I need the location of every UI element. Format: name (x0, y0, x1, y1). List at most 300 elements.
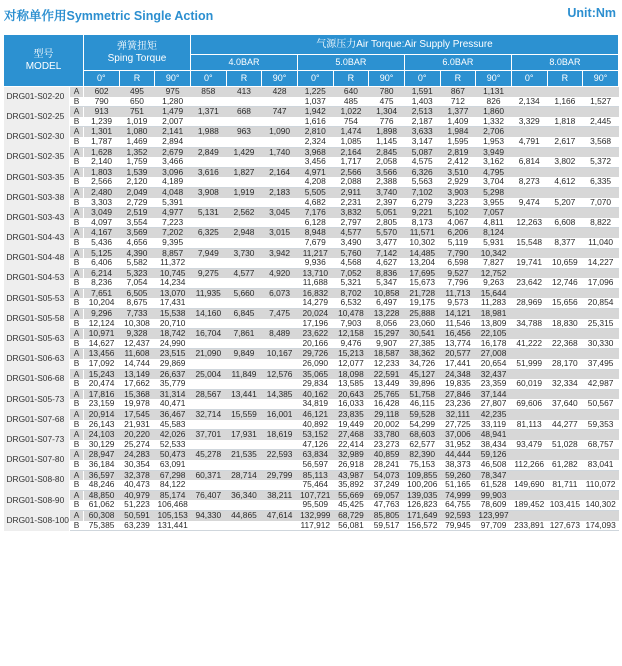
value-cell: 2,679 (155, 147, 191, 157)
value-cell: 4,575 (404, 157, 440, 167)
value-cell: 3,456 (297, 157, 333, 167)
value-cell: 4,577 (226, 268, 262, 278)
value-cell: 140,302 (583, 500, 619, 510)
table-row (4, 218, 619, 228)
value-cell: 20,220 (119, 430, 155, 440)
value-cell: 34,726 (404, 359, 440, 369)
value-cell: 17,662 (119, 379, 155, 389)
value-cell: 15,368 (119, 389, 155, 399)
value-cell: 26,090 (297, 359, 333, 369)
table-row (4, 470, 619, 480)
value-cell: 45,425 (333, 500, 369, 510)
value-cell: 45,583 (155, 420, 191, 430)
value-cell: 32,989 (333, 450, 369, 460)
value-cell: 4,612 (547, 177, 583, 187)
value-cell: 826 (476, 97, 512, 107)
value-cell: 63,239 (119, 521, 155, 531)
value-cell: 13,774 (440, 339, 476, 349)
value-cell (547, 510, 583, 520)
value-cell: 5,570 (369, 228, 405, 238)
value-cell: 2,819 (440, 147, 476, 157)
value-cell: 4,971 (297, 167, 333, 177)
value-cell: 11,935 (190, 288, 226, 298)
value-cell: 20,024 (297, 309, 333, 319)
value-cell: 2,729 (119, 198, 155, 208)
value-cell (583, 349, 619, 359)
value-cell: 8,822 (583, 218, 619, 228)
spring-header-en: Sping Torque (107, 52, 167, 64)
table-header (4, 35, 619, 87)
value-cell: 67,298 (155, 470, 191, 480)
value-cell (262, 420, 298, 430)
value-cell: 33,780 (369, 430, 405, 440)
value-cell: 3,832 (333, 208, 369, 218)
value-cell: 15,673 (404, 278, 440, 288)
value-cell: 2,324 (297, 137, 333, 147)
value-cell (547, 349, 583, 359)
value-cell: 12,077 (333, 359, 369, 369)
value-cell: 3,616 (190, 167, 226, 177)
value-cell: 9,907 (369, 339, 405, 349)
value-cell: 5,505 (297, 187, 333, 197)
value-cell: 25,765 (369, 389, 405, 399)
value-cell: 4,167 (84, 228, 120, 238)
value-cell: 59,126 (476, 450, 512, 460)
model-cell: DRG01-S07-73 (4, 430, 70, 450)
value-cell: 3,740 (369, 187, 405, 197)
value-cell: 3,569 (119, 228, 155, 238)
table-row (4, 420, 619, 430)
value-cell: 110,072 (583, 480, 619, 490)
value-cell: 37,006 (440, 430, 476, 440)
torque-table (3, 34, 619, 531)
side-label: A (70, 410, 84, 420)
value-cell: 59,528 (404, 410, 440, 420)
pressure-header-5bar: 5.0BAR (297, 55, 404, 71)
value-cell: 32,378 (119, 470, 155, 480)
value-cell: 7,861 (226, 329, 262, 339)
side-label: B (70, 218, 84, 228)
value-cell (547, 147, 583, 157)
value-cell: 45,278 (190, 450, 226, 460)
value-cell: 94,330 (190, 510, 226, 520)
value-cell: 24,103 (84, 430, 120, 440)
value-cell: 19,835 (440, 379, 476, 389)
side-label: B (70, 97, 84, 107)
side-label: A (70, 309, 84, 319)
value-cell: 103,415 (547, 500, 583, 510)
value-cell: 27,725 (440, 420, 476, 430)
table-row (4, 107, 619, 117)
value-cell: 4,795 (476, 167, 512, 177)
side-label: A (70, 490, 84, 500)
value-cell (226, 218, 262, 228)
value-cell (190, 238, 226, 248)
value-cell: 38,211 (262, 490, 298, 500)
value-cell: 1,225 (297, 87, 333, 97)
value-cell: 189,452 (511, 500, 547, 510)
value-cell: 10,342 (476, 248, 512, 258)
value-cell: 3,162 (476, 157, 512, 167)
value-cell: 26,143 (84, 420, 120, 430)
value-cell: 18,742 (155, 329, 191, 339)
value-cell: 31,314 (155, 389, 191, 399)
value-cell: 2,164 (333, 147, 369, 157)
value-cell: 6,335 (583, 177, 619, 187)
value-cell: 10,745 (155, 268, 191, 278)
value-cell: 13,585 (333, 379, 369, 389)
value-cell: 5,125 (84, 248, 120, 258)
value-cell: 3,510 (440, 167, 476, 177)
value-cell: 2,120 (119, 177, 155, 187)
model-header (4, 35, 84, 87)
value-cell (190, 278, 226, 288)
value-cell: 7,054 (119, 278, 155, 288)
value-cell (262, 258, 298, 268)
value-cell (190, 521, 226, 531)
value-cell: 59,353 (583, 420, 619, 430)
value-cell: 45,127 (404, 369, 440, 379)
value-cell: 1,740 (262, 147, 298, 157)
value-cell: 1,591 (404, 87, 440, 97)
value-cell: 7,651 (84, 288, 120, 298)
table-row (4, 359, 619, 369)
value-cell: 35,779 (155, 379, 191, 389)
value-cell: 1,022 (333, 107, 369, 117)
value-cell: 1,037 (297, 97, 333, 107)
value-cell: 41,222 (511, 339, 547, 349)
table-row (4, 87, 619, 97)
model-cell: DRG01-S03-38 (4, 187, 70, 207)
value-cell: 11,849 (226, 369, 262, 379)
value-cell: 1,080 (119, 127, 155, 137)
value-cell: 1,942 (297, 107, 333, 117)
value-cell: 13,710 (297, 268, 333, 278)
value-cell: 12,158 (333, 329, 369, 339)
value-cell: 16,001 (262, 410, 298, 420)
value-cell: 712 (440, 97, 476, 107)
value-cell: 68,729 (333, 510, 369, 520)
value-cell: 30,354 (119, 460, 155, 470)
value-cell: 1,919 (226, 187, 262, 197)
model-cell: DRG01-S02-25 (4, 107, 70, 127)
value-cell: 6,497 (369, 298, 405, 308)
value-cell: 30,129 (84, 440, 120, 450)
value-cell: 9,328 (119, 329, 155, 339)
value-cell (226, 157, 262, 167)
value-cell (583, 369, 619, 379)
value-cell: 81,711 (547, 480, 583, 490)
value-cell: 81,113 (511, 420, 547, 430)
value-cell (226, 460, 262, 470)
value-cell: 6,598 (440, 258, 476, 268)
value-cell: 913 (84, 107, 120, 117)
value-cell: 2,513 (404, 107, 440, 117)
value-cell: 17,816 (84, 389, 120, 399)
model-cell: DRG01-S02-30 (4, 127, 70, 147)
side-label: A (70, 147, 84, 157)
side-label: A (70, 450, 84, 460)
angle-header-5bar-1: R (333, 71, 369, 87)
table-row (4, 510, 619, 520)
value-cell: 17,441 (440, 359, 476, 369)
value-cell (547, 470, 583, 480)
table-row (4, 167, 619, 177)
value-cell: 7,949 (190, 248, 226, 258)
value-cell: 132,999 (297, 510, 333, 520)
value-cell: 171,649 (404, 510, 440, 520)
value-cell: 85,174 (155, 490, 191, 500)
value-cell (262, 238, 298, 248)
value-cell: 9,849 (226, 349, 262, 359)
value-cell: 20,654 (476, 359, 512, 369)
value-cell: 15,656 (547, 298, 583, 308)
value-cell: 28,947 (84, 450, 120, 460)
value-cell (583, 470, 619, 480)
value-cell: 123,997 (476, 510, 512, 520)
value-cell: 26,918 (333, 460, 369, 470)
value-cell (190, 157, 226, 167)
value-cell: 126,823 (404, 500, 440, 510)
value-cell: 18,830 (547, 319, 583, 329)
value-cell (547, 309, 583, 319)
value-cell: 1,860 (476, 107, 512, 117)
value-cell: 117,912 (297, 521, 333, 531)
value-cell: 9,395 (155, 238, 191, 248)
value-cell (511, 430, 547, 440)
value-cell: 7,202 (155, 228, 191, 238)
value-cell: 1,304 (369, 107, 405, 117)
value-cell (226, 420, 262, 430)
value-cell: 3,045 (262, 208, 298, 218)
value-cell: 12,263 (511, 218, 547, 228)
value-cell: 61,528 (476, 480, 512, 490)
value-cell: 5,347 (369, 278, 405, 288)
value-cell: 7,733 (119, 309, 155, 319)
value-cell: 28,714 (226, 470, 262, 480)
value-cell: 19,175 (404, 298, 440, 308)
value-cell: 55,669 (333, 490, 369, 500)
value-cell: 1,145 (369, 137, 405, 147)
value-cell: 139,035 (404, 490, 440, 500)
value-cell: 23,060 (404, 319, 440, 329)
value-cell: 48,941 (476, 430, 512, 440)
table-row (4, 187, 619, 197)
value-cell (262, 137, 298, 147)
value-cell: 19,449 (333, 420, 369, 430)
value-cell: 1,301 (84, 127, 120, 137)
angle-header-spring-1: R (119, 71, 155, 87)
value-cell: 3,704 (476, 177, 512, 187)
model-cell: DRG01-S03-43 (4, 208, 70, 228)
value-cell: 5,372 (583, 157, 619, 167)
value-cell (262, 319, 298, 329)
title-bar (0, 0, 622, 30)
value-cell: 48,850 (84, 490, 120, 500)
value-cell: 37,249 (369, 480, 405, 490)
value-cell: 29,799 (262, 470, 298, 480)
value-cell (190, 117, 226, 127)
value-cell: 8,948 (297, 228, 333, 238)
value-cell (511, 470, 547, 480)
angle-header-spring-0: 0° (84, 71, 120, 87)
value-cell: 106,468 (155, 500, 191, 510)
angle-header-6bar-1: R (440, 71, 476, 87)
value-cell: 54,299 (404, 420, 440, 430)
value-cell (226, 440, 262, 450)
value-cell (262, 379, 298, 389)
model-cell: DRG01-S08-100 (4, 510, 70, 530)
value-cell: 7,790 (440, 248, 476, 258)
value-cell: 37,640 (547, 399, 583, 409)
value-cell: 23,835 (333, 410, 369, 420)
value-cell: 93,479 (511, 440, 547, 450)
value-cell: 109,855 (404, 470, 440, 480)
side-label: B (70, 440, 84, 450)
value-cell: 16,832 (297, 288, 333, 298)
side-label: A (70, 187, 84, 197)
value-cell (226, 399, 262, 409)
value-cell: 37,495 (583, 359, 619, 369)
value-cell: 2,140 (84, 157, 120, 167)
value-cell: 1,280 (155, 97, 191, 107)
value-cell: 485 (333, 97, 369, 107)
value-cell: 3,568 (583, 137, 619, 147)
table-row (4, 440, 619, 450)
value-cell: 11,571 (404, 228, 440, 238)
value-cell: 5,102 (440, 208, 476, 218)
model-cell: DRG01-S05-63 (4, 329, 70, 349)
value-cell: 22,368 (547, 339, 583, 349)
value-cell: 10,478 (333, 309, 369, 319)
value-cell: 74,999 (440, 490, 476, 500)
value-cell: 1,429 (226, 147, 262, 157)
side-label: A (70, 329, 84, 339)
value-cell: 11,546 (440, 319, 476, 329)
value-cell (547, 288, 583, 298)
model-cell: DRG01-S05-73 (4, 389, 70, 409)
value-cell (190, 258, 226, 268)
value-cell: 1,717 (333, 157, 369, 167)
value-cell: 33,119 (476, 420, 512, 430)
value-cell (547, 389, 583, 399)
value-cell: 747 (262, 107, 298, 117)
side-label: A (70, 228, 84, 238)
table-row (4, 379, 619, 389)
value-cell: 37,144 (476, 389, 512, 399)
value-cell: 13,809 (476, 319, 512, 329)
value-cell: 8,173 (404, 218, 440, 228)
value-cell (511, 389, 547, 399)
value-cell: 1,019 (119, 117, 155, 127)
value-cell (547, 208, 583, 218)
value-cell: 3,949 (476, 147, 512, 157)
value-cell: 75,153 (404, 460, 440, 470)
value-cell: 17,931 (226, 430, 262, 440)
value-cell (511, 268, 547, 278)
value-cell: 2,049 (119, 187, 155, 197)
value-cell: 47,614 (262, 510, 298, 520)
value-cell: 7,070 (583, 198, 619, 208)
value-cell: 25,274 (119, 440, 155, 450)
side-label: A (70, 389, 84, 399)
value-cell: 12,233 (369, 359, 405, 369)
value-cell (226, 500, 262, 510)
side-label: B (70, 319, 84, 329)
value-cell: 3,566 (369, 167, 405, 177)
value-cell: 6,406 (84, 258, 120, 268)
angle-header-6bar-2: 90° (476, 71, 512, 87)
value-cell: 20,577 (440, 349, 476, 359)
value-cell: 3,147 (404, 137, 440, 147)
value-cell: 31,952 (440, 440, 476, 450)
value-cell: 4,627 (369, 258, 405, 268)
value-cell: 50,591 (119, 510, 155, 520)
value-cell: 10,167 (262, 349, 298, 359)
value-cell: 50,473 (155, 450, 191, 460)
value-cell: 22,593 (262, 450, 298, 460)
value-cell: 4,577 (333, 228, 369, 238)
value-cell: 8,273 (511, 177, 547, 187)
value-cell: 78,609 (476, 500, 512, 510)
value-cell: 60,019 (511, 379, 547, 389)
value-cell: 56,081 (333, 521, 369, 531)
value-cell: 44,444 (440, 450, 476, 460)
table-row (4, 127, 619, 137)
table-row (4, 157, 619, 167)
value-cell (190, 420, 226, 430)
value-cell: 1,085 (333, 137, 369, 147)
value-cell: 50,567 (583, 399, 619, 409)
value-cell: 2,007 (155, 117, 191, 127)
value-cell: 2,948 (226, 228, 262, 238)
value-cell: 5,931 (476, 238, 512, 248)
table-row (4, 480, 619, 490)
side-label: B (70, 339, 84, 349)
value-cell: 54,073 (369, 470, 405, 480)
value-cell (226, 177, 262, 187)
value-cell (583, 87, 619, 97)
value-cell (262, 359, 298, 369)
value-cell (547, 410, 583, 420)
value-cell: 156,572 (404, 521, 440, 531)
table-body (4, 87, 619, 531)
value-cell: 20,002 (369, 420, 405, 430)
value-cell: 28,170 (547, 359, 583, 369)
value-cell: 16,178 (476, 339, 512, 349)
value-cell: 2,412 (440, 157, 476, 167)
value-cell: 20,643 (333, 389, 369, 399)
value-cell: 7,102 (404, 187, 440, 197)
table-row (4, 137, 619, 147)
value-cell: 38,362 (404, 349, 440, 359)
value-cell: 52,533 (155, 440, 191, 450)
value-cell: 15,548 (511, 238, 547, 248)
value-cell: 29,834 (297, 379, 333, 389)
value-cell: 42,026 (155, 430, 191, 440)
side-label: A (70, 268, 84, 278)
value-cell: 97,709 (476, 521, 512, 531)
table-row (4, 450, 619, 460)
value-cell: 3,730 (226, 248, 262, 258)
table-row (4, 258, 619, 268)
value-cell: 4,067 (440, 218, 476, 228)
value-cell (547, 228, 583, 238)
table-row (4, 339, 619, 349)
table-row (4, 389, 619, 399)
value-cell: 10,204 (84, 298, 120, 308)
table-row (4, 268, 619, 278)
